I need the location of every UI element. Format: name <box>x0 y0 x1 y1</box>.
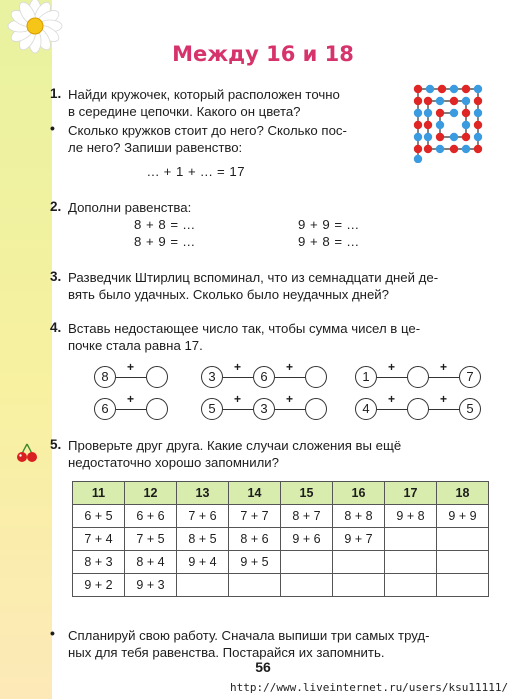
table-row <box>73 551 489 574</box>
bead <box>474 145 482 153</box>
plus-sign: + <box>127 360 135 374</box>
table-cell: 8 + 4 <box>125 551 177 574</box>
table-cell: 9 + 3 <box>125 574 177 597</box>
plus-sign: + <box>440 360 448 374</box>
task-1-equation: ... + 1 + ... = 17 <box>147 164 246 179</box>
task-1-number: 1. <box>50 86 62 101</box>
bead <box>436 145 444 153</box>
chain-circle: 5 <box>459 398 481 420</box>
task-2-number: 2. <box>50 199 62 214</box>
equation: 8 + 8 = ... <box>134 217 196 232</box>
bead <box>438 85 446 93</box>
table-cell: 8 + 3 <box>73 551 125 574</box>
bead <box>424 109 432 117</box>
plus-sign: + <box>440 392 448 406</box>
final-line-1: Спланируй свою работу. Сначала выпиши три самых труд- <box>68 628 430 643</box>
table-cell <box>437 528 489 551</box>
table-cell <box>385 528 437 551</box>
bead <box>474 109 482 117</box>
bead <box>450 97 458 105</box>
task-1-sub-line-1: Сколько кружков стоит до него? Сколько пос- <box>68 123 347 138</box>
table-header-cell: 17 <box>385 482 437 505</box>
bead <box>462 121 470 129</box>
chain-circle: 4 <box>355 398 377 420</box>
bead <box>414 145 422 153</box>
table-cell: 7 + 6 <box>177 505 229 528</box>
table-header-cell: 15 <box>281 482 333 505</box>
chain-circle: 6 <box>94 398 116 420</box>
table-header-cell: 11 <box>73 482 125 505</box>
page-number: 56 <box>255 659 271 675</box>
bead <box>474 97 482 105</box>
task-1-line-2: в середине цепочки. Какого он цвета? <box>68 104 301 119</box>
watermark-url: http://www.liveinternet.ru/users/ksu11111/ <box>230 681 509 694</box>
plus-sign: + <box>388 360 396 374</box>
table-header-cell: 12 <box>125 482 177 505</box>
task-3-line-1: Разведчик Штирлиц вспоминал, что из семнадцати дней де- <box>68 270 439 285</box>
chain-link <box>429 409 459 410</box>
chain-link <box>275 409 305 410</box>
bead <box>436 97 444 105</box>
table-row <box>73 505 489 528</box>
task-4-number: 4. <box>50 320 62 335</box>
final-line-2: ных для тебя равенства. Постарайся их запомнить. <box>68 645 385 660</box>
bead <box>424 97 432 105</box>
table-cell: 8 + 7 <box>281 505 333 528</box>
table-cell <box>281 551 333 574</box>
table-cell: 7 + 4 <box>73 528 125 551</box>
chain-circle[interactable] <box>305 366 327 388</box>
chain-circle: 7 <box>459 366 481 388</box>
table-header-cell: 14 <box>229 482 281 505</box>
task-4-line-1: Вставь недостающее число так, чтобы сумма чисел в це- <box>68 321 421 336</box>
table-cell: 8 + 5 <box>177 528 229 551</box>
task-5-number: 5. <box>50 437 62 452</box>
task-2-text: Дополни равенства: <box>68 200 192 215</box>
side-band <box>0 0 52 699</box>
bead <box>436 121 444 129</box>
bead <box>450 145 458 153</box>
table-cell: 7 + 5 <box>125 528 177 551</box>
table-cell: 9 + 2 <box>73 574 125 597</box>
task-1-sub-line-2: ле него? Запиши равенство: <box>68 140 243 155</box>
bead <box>426 85 434 93</box>
bead <box>462 133 470 141</box>
chain-circle[interactable] <box>407 366 429 388</box>
table-cell: 9 + 8 <box>385 505 437 528</box>
plus-sign: + <box>286 360 294 374</box>
table-cell: 7 + 7 <box>229 505 281 528</box>
task-3-line-2: вять было удачных. Сколько было неудачных дней? <box>68 287 389 302</box>
plus-sign: + <box>286 392 294 406</box>
bead <box>474 85 482 93</box>
table-cell: 9 + 5 <box>229 551 281 574</box>
chain-circle: 8 <box>94 366 116 388</box>
table-cell <box>385 574 437 597</box>
plus-sign: + <box>127 392 135 406</box>
table-header-cell: 16 <box>333 482 385 505</box>
chain-link <box>116 377 146 378</box>
chain-circle: 5 <box>201 398 223 420</box>
plus-sign: + <box>234 360 242 374</box>
bead <box>474 121 482 129</box>
chain-link <box>377 409 407 410</box>
chain-circle[interactable] <box>146 398 168 420</box>
chain-circle[interactable] <box>305 398 327 420</box>
bead <box>450 133 458 141</box>
table-cell: 8 + 6 <box>229 528 281 551</box>
chain-circle: 6 <box>253 366 275 388</box>
table-cell <box>385 551 437 574</box>
table-row <box>73 528 489 551</box>
table-cell <box>333 551 385 574</box>
equation: 9 + 8 = ... <box>298 234 360 249</box>
table-cell: 9 + 9 <box>437 505 489 528</box>
page-title: Между 16 и 18 <box>172 42 354 66</box>
addition-table <box>72 481 489 597</box>
bead <box>414 109 422 117</box>
table-cell <box>281 574 333 597</box>
bead <box>462 109 470 117</box>
bead <box>414 97 422 105</box>
bead <box>424 133 432 141</box>
bead <box>424 145 432 153</box>
bead <box>462 85 470 93</box>
bead <box>474 133 482 141</box>
table-cell: 9 + 4 <box>177 551 229 574</box>
task-5-line-2: недостаточно хорошо запомнили? <box>68 455 279 470</box>
bead <box>450 109 458 117</box>
chain-circle: 3 <box>201 366 223 388</box>
table-header-cell: 18 <box>437 482 489 505</box>
table-cell: 8 + 8 <box>333 505 385 528</box>
equation: 9 + 9 = ... <box>298 217 360 232</box>
bead <box>462 145 470 153</box>
bead <box>414 133 422 141</box>
chain-circle: 1 <box>355 366 377 388</box>
table-cell <box>437 574 489 597</box>
table-header-cell: 13 <box>177 482 229 505</box>
cherry-icon <box>17 442 37 469</box>
bead <box>436 133 444 141</box>
table-cell: 9 + 7 <box>333 528 385 551</box>
table-cell: 9 + 6 <box>281 528 333 551</box>
table-cell: 6 + 5 <box>73 505 125 528</box>
chain-link <box>275 377 305 378</box>
table-cell <box>333 574 385 597</box>
bead <box>462 97 470 105</box>
bead <box>414 85 422 93</box>
chain-link <box>223 409 253 410</box>
bead <box>414 121 422 129</box>
bead <box>450 85 458 93</box>
task-5-line-1: Проверьте друг друга. Какие случаи сложения вы ещё <box>68 438 402 453</box>
table-cell <box>177 574 229 597</box>
bead-chain-picture <box>410 81 488 163</box>
task-3-number: 3. <box>50 269 62 284</box>
table-cell: 6 + 6 <box>125 505 177 528</box>
table-cell <box>437 551 489 574</box>
bead <box>414 155 422 163</box>
plus-sign: + <box>388 392 396 406</box>
bead <box>424 121 432 129</box>
task-4-line-2: почке стала равна 17. <box>68 338 203 353</box>
chain-link <box>223 377 253 378</box>
chain-link <box>377 377 407 378</box>
chain-link <box>116 409 146 410</box>
table-cell <box>229 574 281 597</box>
plus-sign: + <box>234 392 242 406</box>
bullet-icon: • <box>50 120 55 136</box>
bead <box>436 109 444 117</box>
final-bullet: • <box>50 625 55 641</box>
chain-circle[interactable] <box>407 398 429 420</box>
chain-link <box>429 377 459 378</box>
chain-circle: 3 <box>253 398 275 420</box>
equation: 8 + 9 = ... <box>134 234 196 249</box>
chain-circle[interactable] <box>146 366 168 388</box>
table-row <box>73 574 489 597</box>
task-1-line-1: Найди кружочек, который расположен точно <box>68 87 340 102</box>
